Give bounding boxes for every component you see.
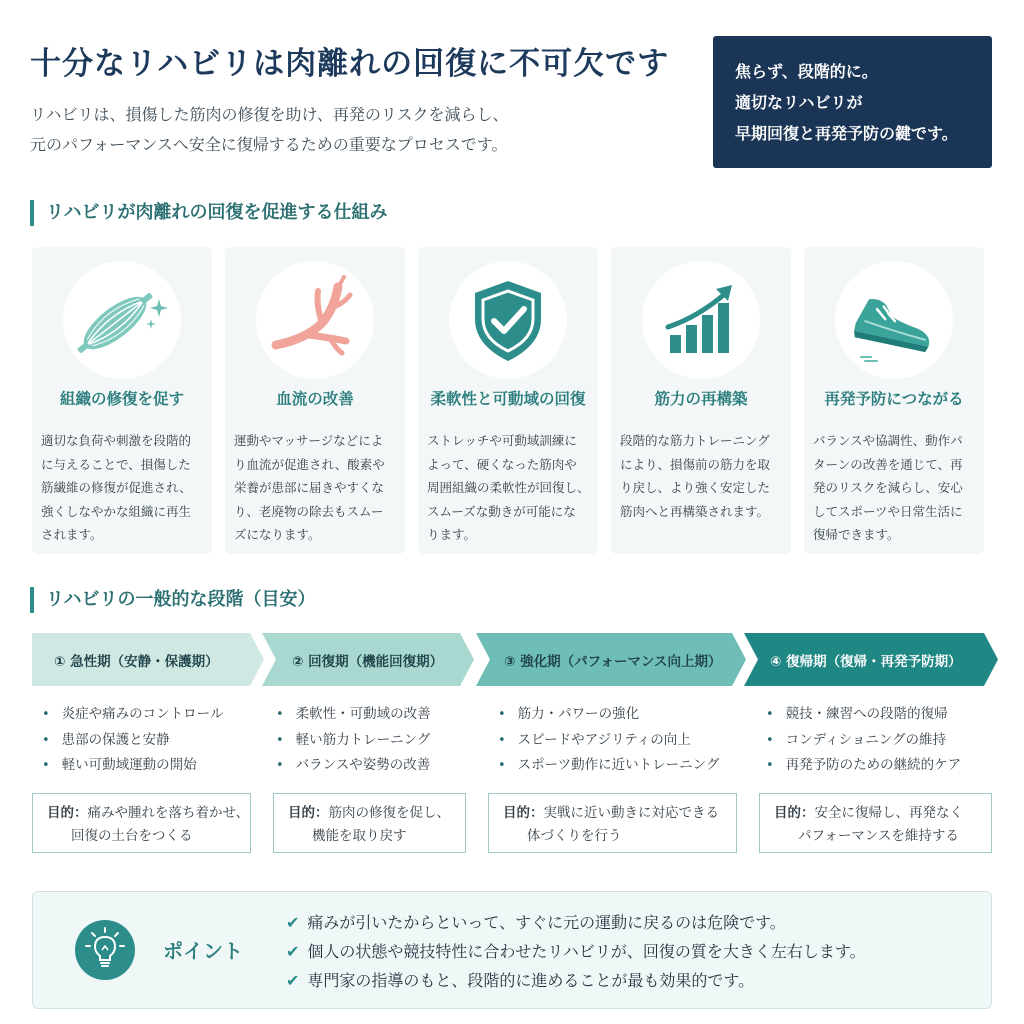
stage-arrow <box>744 633 998 686</box>
stage-purpose-box <box>273 793 466 853</box>
card-description <box>620 429 784 523</box>
stage-label: ① 急性期（安静・保護期） <box>54 653 219 670</box>
mechanism-card <box>611 247 791 554</box>
card-text-line: 適切な負荷や刺激を段階的 <box>41 433 192 448</box>
card-description <box>234 429 398 547</box>
purpose-label: 目的： <box>503 805 544 821</box>
point-text: 痛みが引いたからといって、すぐに元の運動に戻るのは危険です。 <box>307 913 786 932</box>
mechanism-card <box>32 247 212 554</box>
page-title: 十分なリハビリは肉離れの回復に不可欠です <box>30 46 670 82</box>
intro-line: 元のパフォーマンスへ安全に復帰するための重要なプロセスです。 <box>30 135 508 154</box>
stages-heading: リハビリの一般的な段階（目安） <box>30 587 315 613</box>
intro-text <box>30 100 509 160</box>
card-text-line: 運動やマッサージなどによ <box>234 433 384 448</box>
card-text-line: 段階的な筋力トレーニング <box>620 433 770 448</box>
check-icon: ✔ <box>286 971 300 990</box>
stage-bullet-list <box>766 702 961 779</box>
stage-arrow <box>476 633 746 686</box>
purpose-text: 筋肉の修復を促し、 <box>328 805 450 821</box>
card-text-line: されます。 <box>41 527 103 542</box>
purpose-label: 目的： <box>774 805 815 821</box>
check-icon: ✔ <box>286 913 300 932</box>
purpose-text: パフォーマンスを維持する <box>798 828 959 844</box>
purpose-label: 目的： <box>47 805 88 821</box>
stage-purpose-box <box>759 793 992 853</box>
key-message-line: 焦らず、段階的に。 <box>735 62 878 81</box>
list-item: • 患部の保護と安静 <box>42 728 223 754</box>
card-text-line: り血流が促進され、酸素や <box>234 456 385 472</box>
card-text-line: 発のリスクを減らし、安心 <box>813 480 963 495</box>
card-description <box>813 429 977 547</box>
list-item: • スポーツ動作に近いトレーニング <box>498 753 719 779</box>
stage-label: ④ 復帰期（復帰・再発予防期） <box>770 653 962 670</box>
stage-bullet-list <box>276 702 431 779</box>
card-text-line: ります。 <box>427 527 477 542</box>
point-label: ポイント <box>163 939 243 963</box>
intro-line: リハビリは、損傷した筋肉の修復を助け、再発のリスクを減らし、 <box>30 105 509 124</box>
list-item: • 炎症や痛みのコントロール <box>42 702 223 728</box>
check-icon: ✔ <box>286 942 300 961</box>
card-text-line: 栄養が患部に届きやすくな <box>234 480 385 495</box>
list-item: • 競技・練習への段階的復帰 <box>766 702 961 728</box>
purpose-label: 目的： <box>288 805 329 821</box>
stage-bullet-list <box>498 702 719 779</box>
point-text: 専門家の指導のもと、段階的に進めることが最も効果的です。 <box>307 971 755 990</box>
sneaker-icon <box>835 261 953 379</box>
list-item: • 柔軟性・可動域の改善 <box>276 702 431 728</box>
card-description <box>41 429 205 547</box>
stage-arrow <box>262 633 474 686</box>
list-item: • バランスや姿勢の改善 <box>276 753 431 779</box>
list-item <box>286 966 866 995</box>
lightbulb-icon <box>75 920 135 980</box>
list-item: • 軽い可動域運動の開始 <box>42 753 223 779</box>
list-item <box>286 937 866 966</box>
card-text-line: 強くしなやかな組織に再生 <box>41 503 192 519</box>
card-text-line: り戻し、より強く安定した <box>620 480 771 495</box>
shield-check-icon <box>449 261 567 379</box>
purpose-text: 痛みや腫れを落ち着かせ、 <box>87 805 250 821</box>
card-text-line: 筋繊維の修復が促進され、 <box>41 480 192 495</box>
mechanism-card <box>418 247 598 554</box>
key-message-line: 適切なリハビリが <box>735 93 863 112</box>
card-text-line: よって、硬くなった筋肉や <box>427 456 577 472</box>
stage-label: ② 回復期（機能回復期） <box>292 653 444 670</box>
list-item: • 軽い筋力トレーニング <box>276 728 431 754</box>
list-item: • コンディショニングの維持 <box>766 728 961 754</box>
key-message-line: 早期回復と再発予防の鍵です。 <box>735 124 958 143</box>
stage-arrow <box>32 633 264 686</box>
list-item <box>286 908 866 937</box>
card-text-line: ズになります。 <box>234 527 321 542</box>
card-text-line: 筋肉へと再構築されます。 <box>620 503 770 519</box>
card-title: 筋力の再構築 <box>654 390 748 408</box>
list-item: • スピードやアジリティの向上 <box>498 728 719 754</box>
mechanism-heading: リハビリが肉離れの回復を促進する仕組み <box>30 200 387 226</box>
card-text-line: に与えることで、損傷した <box>41 456 191 472</box>
key-message-box <box>713 36 992 168</box>
card-title: 再発予防につながる <box>824 390 964 408</box>
card-text-line: してスポーツや日常生活に <box>813 503 963 519</box>
blood-vessel-icon <box>256 261 374 379</box>
stage-purpose-box <box>32 793 251 853</box>
card-text-line: により、損傷前の筋力を取 <box>620 456 771 472</box>
stage-purpose-box <box>488 793 737 853</box>
purpose-text: 機能を取り戻す <box>312 828 407 844</box>
point-box <box>32 891 992 1009</box>
card-text-line: ストレッチや可動域訓練に <box>427 433 577 448</box>
card-text-line: バランスや協調性、動作パ <box>813 433 963 448</box>
mechanism-card <box>225 247 405 554</box>
list-item: • 筋力・パワーの強化 <box>498 702 719 728</box>
stage-bullet-list <box>42 702 223 779</box>
muscle-icon <box>63 261 181 379</box>
card-text-line: スムーズな動きが可能にな <box>427 503 576 519</box>
stage-label: ③ 強化期（パフォーマンス向上期） <box>504 653 722 670</box>
growth-chart-icon <box>642 261 760 379</box>
card-text-line: り、老廃物の除去もスムー <box>234 503 384 519</box>
purpose-text: 実戦に近い動きに対応できる <box>543 805 719 821</box>
point-list <box>286 908 866 995</box>
point-text: 個人の状態や競技特性に合わせたリハビリが、回復の質を大きく左右します。 <box>307 942 866 961</box>
purpose-text: 回復の土台をつくる <box>71 828 193 844</box>
purpose-text: 安全に復帰し、再発なく <box>814 805 963 821</box>
card-description <box>427 429 591 547</box>
list-item: • 再発予防のための継続的ケア <box>766 753 961 779</box>
mechanism-card <box>804 247 984 554</box>
card-title: 血流の改善 <box>276 390 354 408</box>
purpose-text: 体づくりを行う <box>527 828 622 844</box>
card-text-line: 周囲組織の柔軟性が回復し、 <box>427 480 590 495</box>
card-title: 組織の修復を促す <box>59 390 184 408</box>
card-text-line: 復帰できます。 <box>813 527 900 542</box>
card-text-line: ターンの改善を通じて、再 <box>813 456 963 472</box>
card-title: 柔軟性と可動域の回復 <box>430 390 586 408</box>
